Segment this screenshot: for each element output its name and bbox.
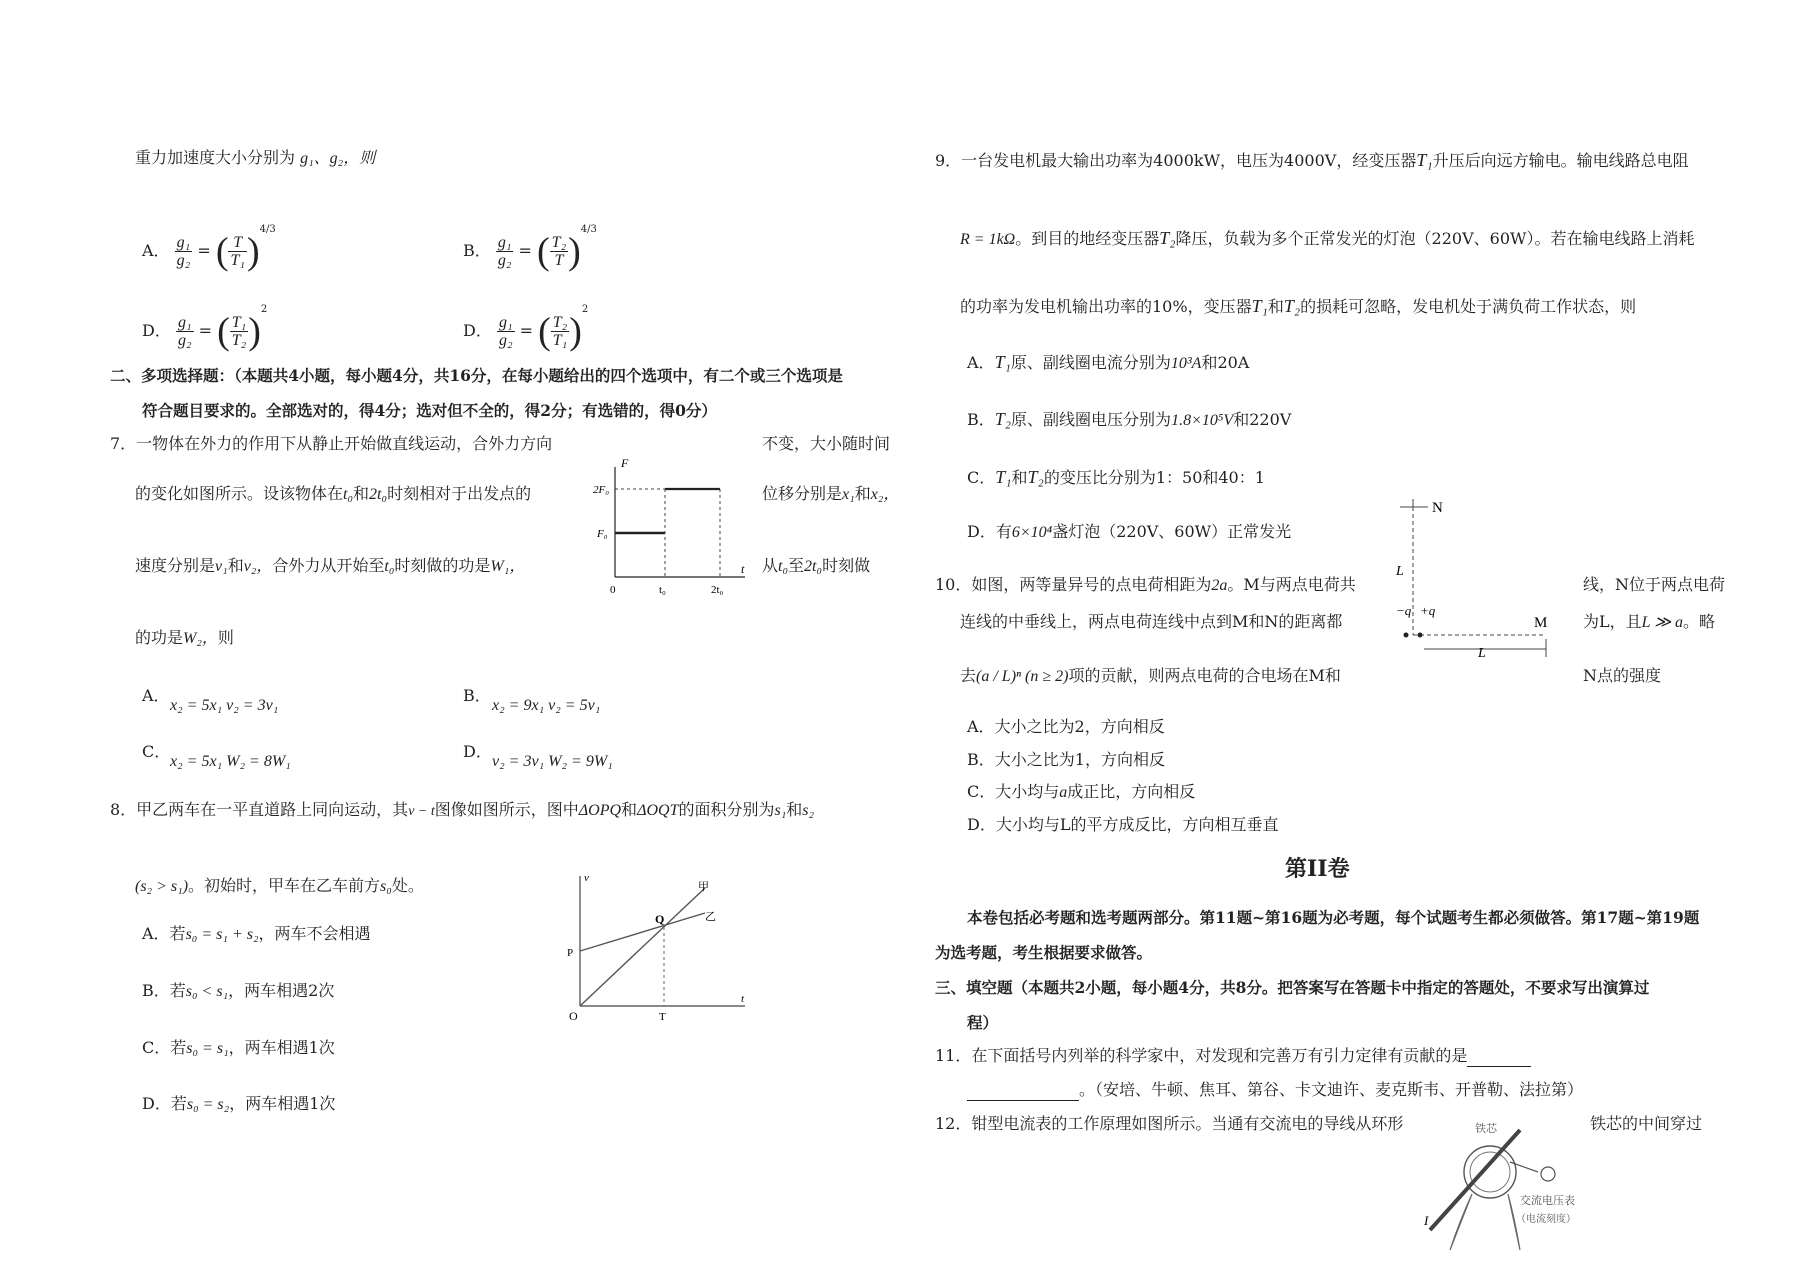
iron-core-inner bbox=[1470, 1152, 1510, 1192]
q7-line3: 速度分别是v₁和v₂，合外力从开始至t₀时刻做的功是W₁， bbox=[135, 556, 526, 575]
q7-option-c: C． bbox=[142, 742, 171, 761]
label-scale: （电流刻度） bbox=[1516, 1214, 1576, 1225]
label-M: M bbox=[1534, 615, 1548, 631]
iron-core bbox=[1464, 1146, 1516, 1198]
intro-line bbox=[135, 148, 375, 169]
q9-line1: 9．一台发电机最大输出功率为4000kW，电压为4000V，经变压器T₁升压后向远方输电。输电线路总电阻 bbox=[935, 150, 1689, 170]
q10-option-a: A．大小之比为2，方向相反 bbox=[967, 717, 1165, 736]
q8-option-d: D．若s₀ = s₂，两车相遇1次 bbox=[142, 1094, 336, 1113]
q12-line1-right: 铁芯的中间穿过 bbox=[1590, 1114, 1703, 1133]
label-v: v bbox=[584, 872, 589, 884]
q11-line1: 11．在下面括号内列举的科学家中，对发现和完善万有引力定律有贡献的是 bbox=[935, 1046, 1531, 1067]
label-core: 铁芯 bbox=[1475, 1123, 1497, 1135]
label-neg-q: −q bbox=[1396, 603, 1412, 618]
label-F: F bbox=[621, 456, 629, 470]
q12-line1: 12．钳型电流表的工作原理如图所示。当通有交流电的导线从环形 bbox=[935, 1114, 1404, 1133]
q12-clamp-meter-figure bbox=[1420, 1110, 1610, 1260]
label-2t0: 2t₀ bbox=[711, 584, 724, 596]
option-c-top: D． $\frac{\text{g₁}}{\text{g₂}}$ = ( $\frac{\text{T₁}}{\text{T₂}}$ )$^2$ bbox=[142, 304, 268, 353]
q7-option-b-text: x₂ = 9x₁ v₂ = 5v₁ bbox=[492, 697, 601, 714]
q10-line2-right: 为L，且L ≫ a。略 bbox=[1583, 612, 1716, 631]
label-P: P bbox=[567, 947, 574, 959]
label-jia: 甲 bbox=[698, 881, 709, 893]
q10-charges-figure bbox=[1388, 497, 1566, 667]
answer-blank[interactable] bbox=[1467, 1046, 1531, 1067]
q9-option-a: A．T₁原、副线圈电流分别为10³A和20A bbox=[967, 352, 1250, 372]
wire bbox=[1430, 1130, 1520, 1230]
q8-option-b: B．若s₀ < s₁，两车相遇2次 bbox=[142, 981, 335, 1000]
clamp-handles bbox=[1450, 1194, 1520, 1250]
meter-icon bbox=[1541, 1167, 1555, 1181]
label-0: 0 bbox=[610, 584, 616, 596]
label-2F0: 2F₀ bbox=[593, 484, 610, 496]
q9-option-b: B．T₂原、副线圈电压分别为1.8×10⁵V和220V bbox=[967, 409, 1292, 429]
fraction-t: $\frac{T}{\text{T₁}}$ bbox=[230, 234, 245, 269]
label-t: t bbox=[741, 562, 745, 576]
q10-option-c: C．大小均与a成正比，方向相反 bbox=[967, 782, 1196, 801]
label-F0: F₀ bbox=[597, 528, 608, 540]
q10-option-b: B．大小之比为1，方向相反 bbox=[967, 750, 1165, 769]
intro-text: 重力加速度大小分别为 bbox=[135, 148, 296, 167]
q11-line2: 。（安培、牛顿、焦耳、第谷、卡文迪许、麦克斯韦、开普勒、法拉第） bbox=[967, 1080, 1583, 1101]
intro-vars: g₁、g₂，则 bbox=[300, 150, 376, 167]
label-T: T bbox=[659, 1011, 666, 1023]
q10-line3-right: N点的强度 bbox=[1583, 666, 1662, 685]
label-N: N bbox=[1432, 500, 1443, 516]
line-yi bbox=[580, 913, 705, 951]
option-b-top: B． $\frac{\text{g₁}}{\text{g₂}}$ = ( $\frac{\text{T₂}}{T}$ )$^{4/3}$ bbox=[463, 224, 597, 273]
q7-line4: 的功是W₂，则 bbox=[135, 628, 234, 647]
volume-2-desc-cont: 为选考题，考生根据要求做答。 bbox=[935, 943, 1153, 962]
coil-lead bbox=[1510, 1162, 1538, 1172]
label-pos-q: +q bbox=[1420, 603, 1436, 618]
option-d-top: D． $\frac{\text{g₁}}{\text{g₂}}$ = ( $\frac{\text{T₂}}{\text{T₁}}$ )$^2$ bbox=[463, 304, 589, 353]
q7-option-c-text: x₂ = 5x₁ W₂ = 8W₁ bbox=[170, 753, 291, 770]
label-Q: Q bbox=[655, 912, 665, 926]
q7-option-b: B． bbox=[463, 686, 491, 705]
q7-option-d-text: v₂ = 3v₁ W₂ = 9W₁ bbox=[492, 753, 613, 770]
section2-heading-cont: 符合题目要求的。全部选对的，得4分；选对但不全的，得2分；有选错的，得0分） bbox=[142, 401, 717, 420]
q7-option-d: D． bbox=[463, 742, 492, 761]
q7-line3-right: 从t₀至2t₀时刻做 bbox=[762, 556, 871, 575]
q9-option-d: D．有6×10⁴盏灯泡（220V、60W）正常发光 bbox=[967, 522, 1292, 541]
q7-option-a: A． bbox=[142, 686, 170, 705]
q7-line2: 的变化如图所示。设该物体在t₀和2t₀时刻相对于出发点的 bbox=[135, 484, 532, 503]
q8-velocity-time-graph bbox=[555, 868, 750, 1023]
q8-line2: (s₂ > s₁)。初始时，甲车在乙车前方s₀处。 bbox=[135, 876, 424, 895]
fraction-g: $\frac{\text{g₁}}{\text{g₂}}$ bbox=[176, 234, 191, 269]
q7-option-a-text: x₂ = 5x₁ v₂ = 3v₁ bbox=[170, 697, 279, 714]
q10-line1: 10．如图，两等量异号的点电荷相距为2a。M与两点电荷共 bbox=[935, 575, 1356, 594]
q10-line3: 去(a / L)ⁿ (n ≥ 2)项的贡献，则两点电荷的合电场在M和 bbox=[960, 666, 1341, 685]
line-jia bbox=[580, 888, 705, 1006]
q7-line1: 7．一物体在外力的作用下从静止开始做直线运动，合外力方向 bbox=[110, 434, 553, 453]
q7-line1-right: 不变，大小随时间 bbox=[762, 434, 891, 453]
q9-option-c: C．T₁和T₂的变压比分别为1：50和40：1 bbox=[967, 467, 1265, 487]
section2-heading: 二、多项选择题：（本题共4小题，每小题4分，共16分，在每小题给出的四个选项中，有二个或三个选项是 bbox=[110, 366, 843, 385]
q8-option-c: C．若s₀ = s₁，两车相遇1次 bbox=[142, 1038, 335, 1057]
section3-heading-cont: 程） bbox=[967, 1013, 999, 1032]
label-t-axis: t bbox=[741, 993, 745, 1005]
label-meter: 交流电压表 bbox=[1520, 1195, 1575, 1207]
label-O: O bbox=[569, 1009, 578, 1023]
q7-force-time-graph bbox=[595, 455, 755, 600]
q10-line2: 连线的中垂线上，两点电荷连线中点到M和N的距离都 bbox=[960, 612, 1343, 631]
q10-option-d: D．大小均与L的平方成反比，方向相互垂直 bbox=[967, 815, 1279, 834]
q9-line3: 的功率为发电机输出功率的10%，变压器T₁和T₂的损耗可忽略，发电机处于满负荷工作状态，则 bbox=[960, 296, 1637, 316]
section3-heading: 三、填空题（本题共2小题，每小题4分，共8分。把答案写在答题卡中指定的答题处，不要求写出演算过 bbox=[935, 978, 1650, 997]
label-L-vert: L bbox=[1396, 564, 1404, 579]
label-yi: 乙 bbox=[705, 911, 716, 923]
label-t0: t₀ bbox=[659, 584, 666, 596]
charge-neg bbox=[1404, 633, 1409, 638]
label-I: I bbox=[1424, 1213, 1429, 1228]
label-L-horz: L bbox=[1478, 646, 1486, 661]
q8-line1: 8．甲乙两车在一平直道路上同向运动，其v − t图像如图所示，图中ΔOPQ和ΔOQT的面积分别为s₁和s₂ bbox=[110, 800, 815, 819]
volume-2-desc: 本卷包括必考题和选考题两部分。第11题~第16题为必考题，每个试题考生都必须做答。第17题~第19题 bbox=[967, 908, 1700, 927]
q7-line2-right: 位移分别是x₁和x₂， bbox=[762, 484, 900, 503]
q9-line2: R = 1kΩ。到目的地经变压器T₂降压，负载为多个正常发光的灯泡（220V、60W）。若在输电线路上消耗 bbox=[960, 228, 1695, 248]
charge-pos bbox=[1418, 633, 1423, 638]
q8-option-a: A．若s₀ = s₁ + s₂，两车不会相遇 bbox=[142, 924, 371, 943]
option-a-top: A． $\frac{\text{g₁}}{\text{g₂}}$ = ( $\frac{T}{\text{T₁}}$ )$^{4/3}$ bbox=[142, 224, 276, 273]
answer-blank-cont[interactable] bbox=[967, 1080, 1079, 1101]
q10-line1-right: 线，N位于两点电荷 bbox=[1583, 575, 1726, 594]
volume-2-title: 第II卷 bbox=[1285, 856, 1350, 882]
